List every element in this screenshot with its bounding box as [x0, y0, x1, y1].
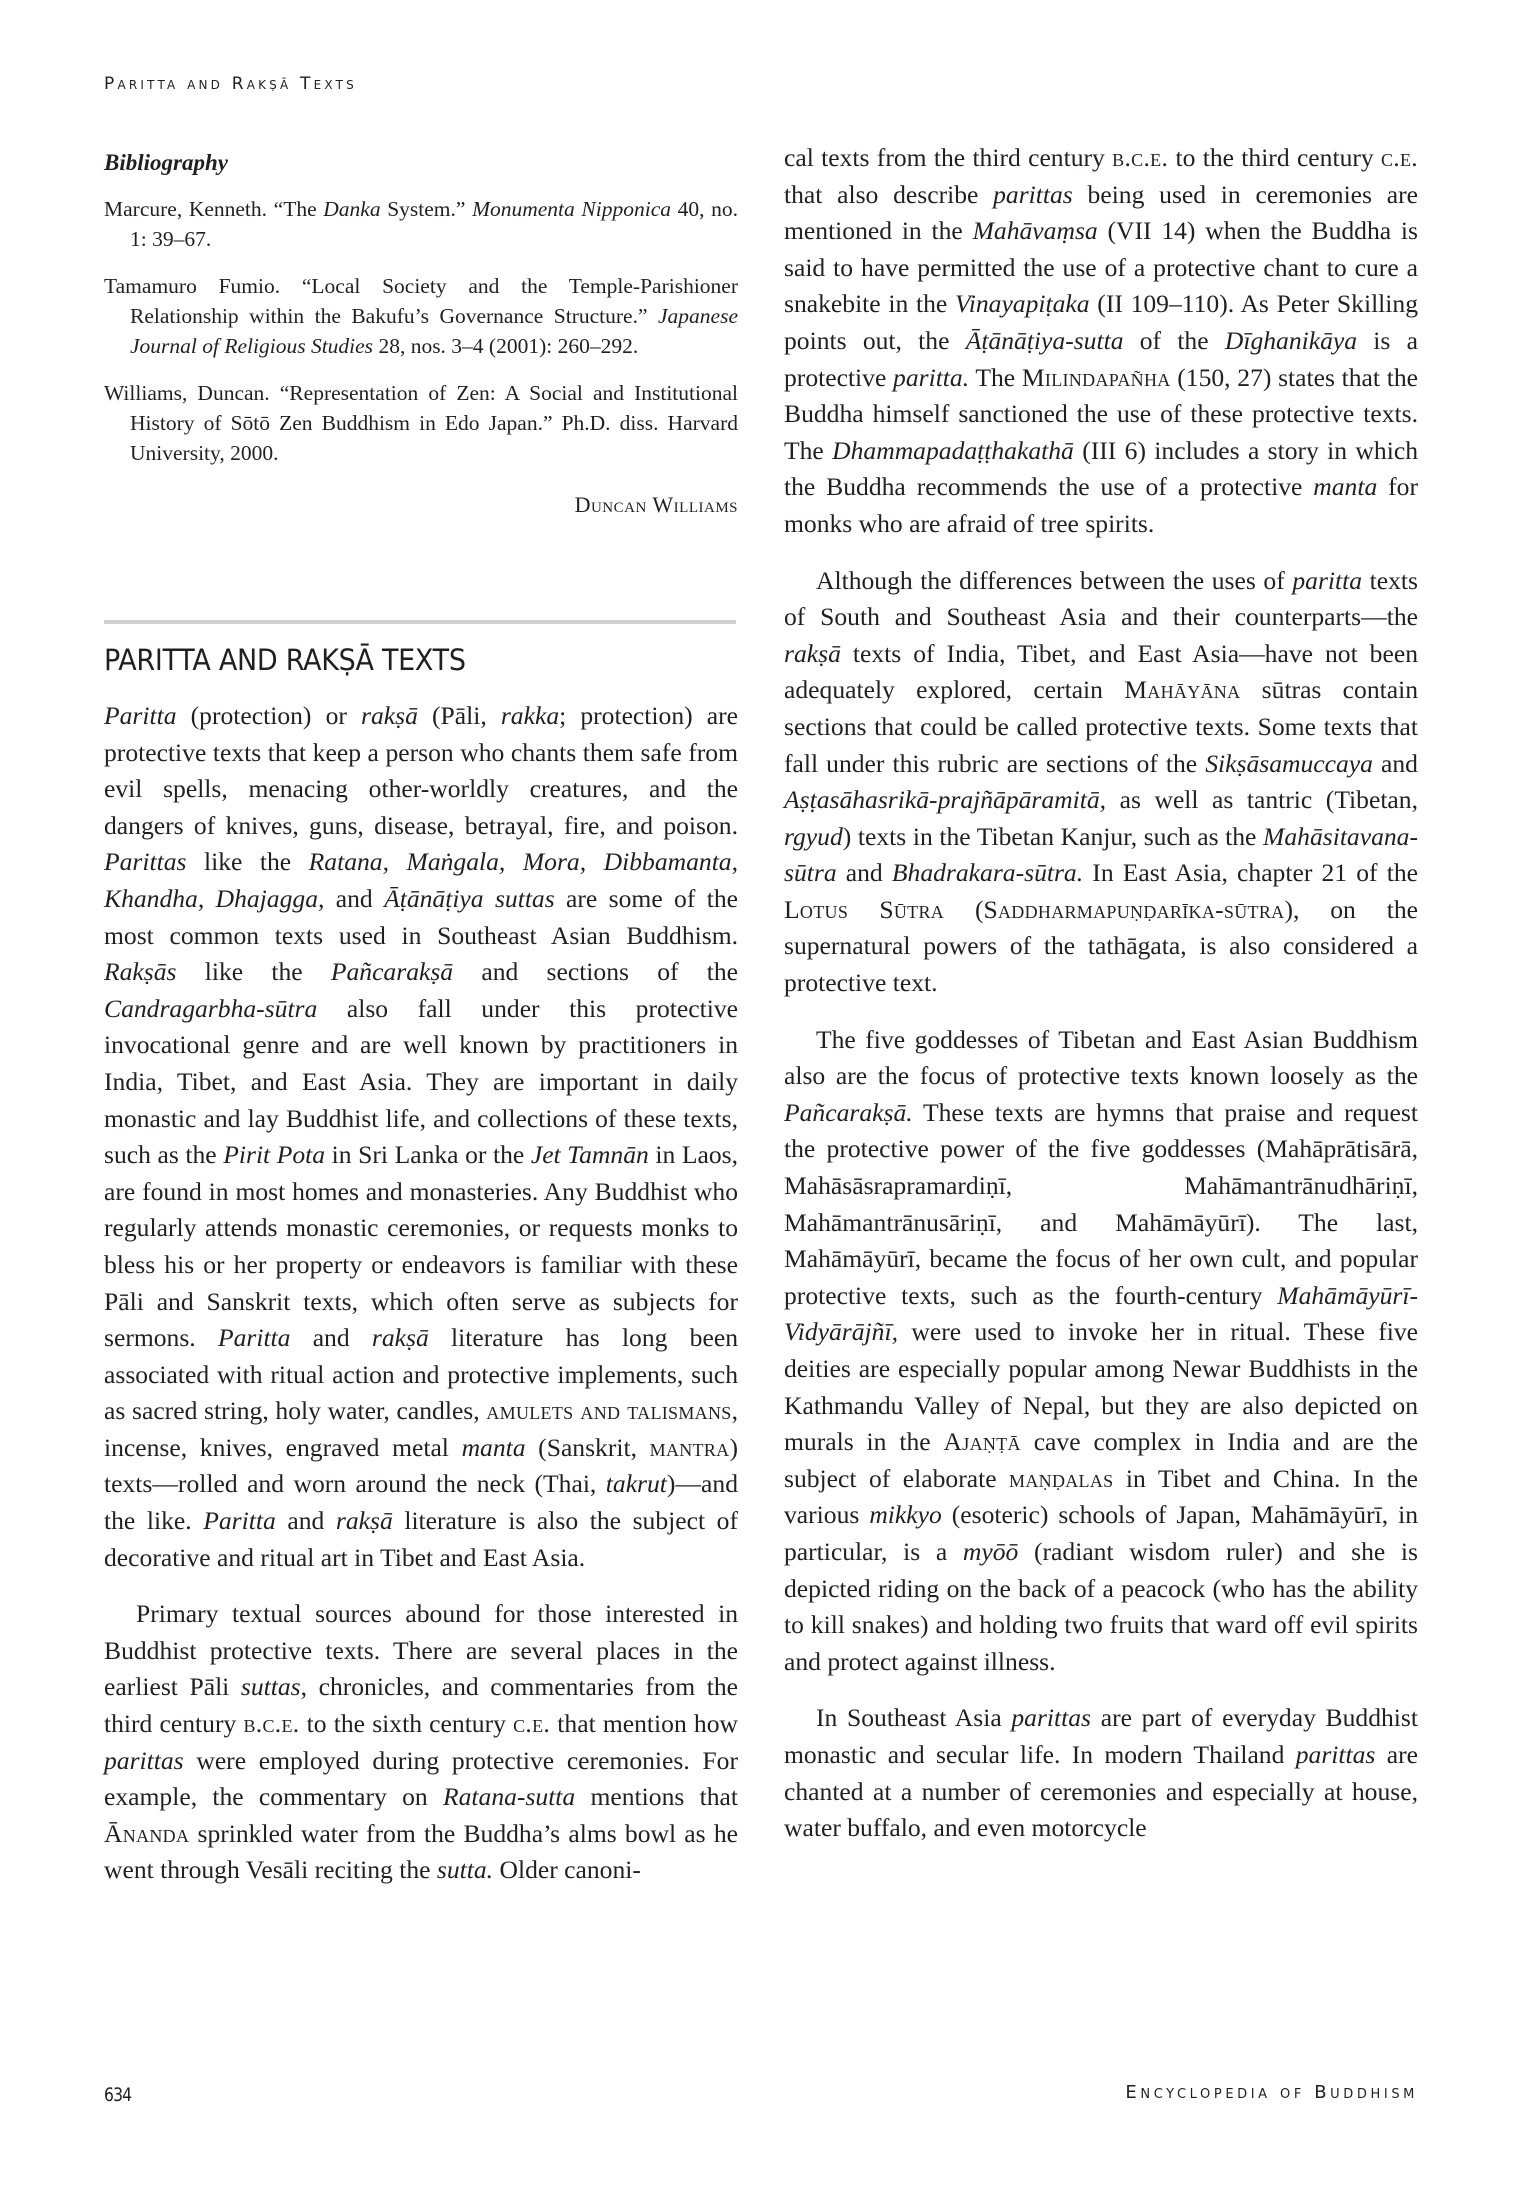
italic-term: Mahāmāyūrī-Vidyārājñī,: [784, 1280, 1418, 1347]
body-paragraph: [784, 563, 1418, 1002]
text-run: sprinkled water from the Buddha’s alms bowl as he went through Vesāli reciting the: [104, 1818, 738, 1885]
text-run: Tamamuro Fumio. “Local Society and the Temple-Parishioner Relationship within the Bakufu’s Governance Structure.”: [104, 274, 738, 328]
italic-term: manta: [1313, 472, 1378, 502]
page-number: 634: [104, 2084, 132, 2106]
text-run: , chronicles, and commentaries from the third century: [104, 1672, 738, 1739]
text-run: The five goddesses of Tibetan and East Asian Buddhism also are the focus of protective texts known loosely as the: [784, 1024, 1418, 1091]
italic-term: Jet Tamnān: [530, 1140, 649, 1170]
text-run: ), on the supernatural powers of the tathāgata, is also considered a protective text.: [784, 894, 1418, 998]
text-run: The: [969, 362, 1022, 392]
text-run: being used in ceremonies are mentioned in the: [784, 179, 1418, 246]
text-run: )—and the like.: [104, 1469, 738, 1536]
italic-term: Paritta: [104, 701, 177, 730]
italic-term: Bhadrakara-sūtra.: [891, 858, 1084, 888]
text-run: Primary textual sources abound for those interested in Buddhist protective texts. There are several places in the earliest Pāli: [104, 1599, 738, 1702]
text-run: to the sixth century: [299, 1709, 514, 1739]
italic-term: Sikṣāsamuccaya: [1205, 748, 1373, 778]
text-run: cave complex in India and are the subject of elaborate: [784, 1427, 1418, 1493]
text-run: 28, nos. 3–4 (2001): 260–292.: [373, 334, 639, 358]
text-run: in Laos, are found in most homes and monasteries. Any Buddhist who regularly attends monastic ceremonies, or requests monks to bless his or her property or endeavors is familiar with these Pāli and Sanskrit texts, which often serve as subjects for sermons.: [104, 1140, 738, 1353]
italic-term: Dhammapadaṭṭhakathā: [832, 435, 1074, 465]
cross-reference: Mahāyāna: [1124, 675, 1241, 705]
text-run: (protection) or: [176, 701, 361, 730]
text-run: In Southeast Asia: [816, 1703, 1012, 1733]
running-footer-title: Encyclopedia of Buddhism: [1125, 2082, 1418, 2103]
italic-term: Aṣṭasāhasrikā-prajñāpāramitā,: [784, 785, 1107, 815]
italic-term: rgyud: [784, 821, 843, 851]
text-run: Williams, Duncan. “Representation of Zen: A Social and Institutional History of Sōtō Zen Buddhism in Edo Japan.” Ph.D. diss. Harvard University, 2000.: [104, 381, 738, 465]
body-paragraph: [104, 698, 738, 1576]
text-run: (esoteric) schools of Japan, Mahāmāyūrī, in particular, is a: [784, 1500, 1418, 1566]
text-run: and: [1372, 748, 1418, 778]
running-head: Paritta and Rakṣā Texts: [104, 74, 357, 94]
text-run: and sections of the: [453, 957, 739, 987]
italic-term: rakṣā: [361, 701, 418, 730]
cross-reference: mantra: [649, 1432, 730, 1462]
text-run: (150, 27) states that the Buddha himself sanctioned the use of these protective texts. The: [784, 362, 1418, 465]
text-run: Older canoni-: [493, 1855, 641, 1885]
text-run: System.”: [380, 197, 473, 221]
italic-term: Pañcarakṣā.: [784, 1097, 913, 1127]
article-title: PARITTA AND RAKṢĀ TEXTS: [104, 643, 466, 677]
text-run: like the: [186, 847, 309, 877]
bibliography-heading: Bibliography: [104, 150, 228, 175]
text-run: literature has long been associated with ritual action and protective implements, such as sacred string, holy water, candles,: [104, 1323, 738, 1426]
italic-term: Candragarbha-sūtra: [104, 993, 318, 1023]
text-run: for monks who are afraid of tree spirits.: [784, 472, 1418, 538]
text-run: Marcure, Kenneth. “The: [104, 197, 324, 221]
body-paragraph: [784, 1022, 1418, 1681]
text-run: 40, no. 1: 39–67.: [130, 197, 739, 251]
cross-reference: amulets and talismans: [486, 1396, 732, 1426]
italic-term: parittas: [1011, 1703, 1092, 1733]
text-run: (II 109–110). As Peter Skilling points out, the: [784, 289, 1418, 355]
italic-term: Dīghanikāya: [1224, 325, 1358, 355]
italic-term: Āṭānāṭiya suttas: [384, 883, 555, 913]
cross-reference: c.e.: [513, 1709, 551, 1739]
italic-term: Vinayapiṭaka: [955, 289, 1090, 319]
author-signature: Duncan Williams: [574, 492, 738, 517]
text-run: in Sri Lanka or the: [325, 1140, 531, 1170]
italic-term: takrut: [605, 1469, 667, 1499]
italic-term: Mahāvaṃsa: [972, 216, 1098, 246]
cross-reference: b.c.e.: [243, 1709, 300, 1739]
cross-reference: b.c.e.: [1112, 143, 1169, 172]
cross-reference: Ānanda: [104, 1818, 190, 1848]
text-run: and: [836, 858, 892, 888]
italic-term: paritta: [1292, 565, 1363, 595]
italic-term: parittas: [1295, 1739, 1376, 1769]
italic-term: Danka: [323, 197, 381, 221]
italic-term: myōō: [962, 1536, 1019, 1566]
text-run: are part of everyday Buddhist monastic and secular life. In modern Thailand: [784, 1703, 1418, 1769]
text-run: Although the differences between the uses of: [816, 565, 1293, 595]
italic-term: parittas: [104, 1745, 184, 1775]
text-run: and: [324, 883, 385, 913]
text-run: In East Asia, chapter 21 of the: [1083, 858, 1418, 888]
bibliography-entry: [104, 378, 738, 468]
body-paragraph: [104, 1596, 738, 1889]
italic-term: paritta.: [893, 362, 970, 392]
right-column-body: [784, 140, 1418, 1847]
italic-term: Monumenta Nipponica: [472, 197, 671, 221]
cross-reference: c.e.: [1381, 143, 1418, 172]
cross-reference: Saddharmapuṇḍarīka-sūtra: [983, 894, 1285, 924]
section-divider: [104, 620, 736, 624]
text-run: literature is also the subject of decorative and ritual art in Tibet and East Asia.: [104, 1506, 738, 1572]
cross-reference: Milindapañha: [1021, 362, 1171, 392]
cross-reference: maṇḍalas: [1009, 1463, 1114, 1493]
text-run: are chanted at a number of ceremonies and especially at house, water buffalo, and even motorcycle: [784, 1739, 1418, 1843]
italic-term: Ratana, Maṅgala, Mora, Dibbamanta, Khandha, Dhajagga,: [104, 847, 738, 913]
italic-term: Japanese Journal of Religious Studies: [130, 304, 738, 358]
italic-term: mikkyo: [869, 1500, 942, 1530]
text-run: were employed during protective ceremonies. For example, the commentary on: [104, 1745, 738, 1812]
italic-term: Mahāsitavana-sūtra: [784, 821, 1418, 888]
bibliography-entry: [104, 194, 738, 254]
italic-term: Pirit Pota: [223, 1140, 326, 1170]
text-run: texts of India, Tibet, and East Asia—have not been adequately explored, certain: [784, 638, 1418, 705]
cross-reference: Lotus Sūtra: [784, 894, 945, 924]
text-run: that also describe: [784, 179, 994, 209]
text-run: in Tibet and China. In the various: [784, 1463, 1418, 1530]
text-run: texts of South and Southeast Asia and their counterparts—the: [784, 565, 1418, 632]
text-run: like the: [176, 957, 331, 987]
italic-term: sutta.: [436, 1855, 494, 1885]
italic-term: parittas: [993, 179, 1073, 209]
text-run: that mention how: [550, 1709, 739, 1739]
bibliography-entry: [104, 271, 738, 361]
right-column: [784, 140, 1418, 1867]
body-paragraph: [784, 140, 1418, 543]
italic-term: manta: [461, 1432, 526, 1462]
text-run: sūtras contain sections that could be called protective texts. Some texts that fall under this rubric are sections of the: [784, 675, 1419, 778]
text-run: (radiant wisdom ruler) and she is depicted riding on the back of a peacock (who has the ability to kill snakes) and holding two fruits that ward off evil spirits and protect against illness.: [784, 1536, 1418, 1676]
italic-term: rakṣā: [371, 1323, 429, 1353]
text-run: ) texts in the Tibetan Kanjur, such as the: [842, 821, 1264, 851]
cross-reference: Ajaṇṭā: [943, 1427, 1021, 1457]
text-run: mentions that: [575, 1782, 738, 1812]
text-run: These texts are hymns that praise and request the protective power of the five goddesses (Mahāprātisārā, Mahāsāsrapramardiṇī, Mahāmantrānudhāriṇī, Mahāmantrānusāriṇī, and Mahāmāyūrī). The last, Mahāmāyūrī, became the focus of her own cult, and popular protective texts, such as the fourth-century: [784, 1097, 1418, 1310]
body-paragraph: [784, 1700, 1418, 1846]
italic-term: Rakṣās: [104, 957, 177, 987]
text-run: (Sanskrit,: [525, 1432, 650, 1462]
italic-term: Paritta: [217, 1323, 291, 1353]
italic-term: rakka: [500, 701, 560, 730]
left-column: [104, 140, 738, 1909]
text-run: (Pāli,: [417, 701, 501, 730]
left-column-body: [104, 698, 738, 1889]
italic-term: Parittas: [104, 847, 187, 877]
text-run: also fall under this protective invocational genre and are well known by practitioners in India, Tibet, and East Asia. They are important in daily monastic and lay Buddhist life, and collections of these texts, such as the: [104, 993, 738, 1170]
text-run: of the: [1123, 325, 1225, 355]
italic-term: Āṭānāṭiya-sutta: [965, 325, 1124, 355]
text-run: are some of the most common texts used in Southeast Asian Buddhism.: [104, 883, 738, 950]
text-run: (: [944, 894, 984, 924]
italic-term: rakṣā: [335, 1506, 393, 1536]
text-run: and: [290, 1323, 372, 1353]
italic-term: Pañcarakṣā: [330, 957, 454, 987]
italic-term: suttas: [240, 1672, 301, 1702]
text-run: were used to invoke her in ritual. These five deities are especially popular among Newar Buddhists in the Kathmandu Valley of Nepal, but they are also depicted on murals in the: [784, 1317, 1418, 1457]
italic-term: Ratana-sutta: [442, 1782, 576, 1812]
italic-term: Paritta: [203, 1506, 276, 1536]
text-run: as well as tantric (Tibetan,: [1106, 785, 1418, 815]
text-run: , incense, knives, engraved metal: [104, 1396, 738, 1462]
text-run: ) texts—rolled and worn around the neck (Thai,: [104, 1432, 738, 1499]
text-run: (III 6) includes a story in which the Buddha recommends the use of a protective: [784, 435, 1418, 502]
text-run: and: [275, 1506, 336, 1536]
text-run: ; protection) are protective texts that keep a person who chants them safe from evil spells, menacing other-worldly creatures, and the dangers of knives, guns, disease, betrayal, fire, and poison.: [104, 701, 738, 840]
italic-term: rakṣā: [784, 638, 841, 668]
bibliography-list: [104, 194, 738, 468]
text-run: (VII 14) when the Buddha is said to have permitted the use of a protective chant to cure a snakebite in the: [784, 216, 1418, 319]
text-run: to the third century: [1168, 143, 1381, 172]
text-run: cal texts from the third century: [784, 143, 1113, 172]
text-run: is a protective: [784, 325, 1418, 392]
